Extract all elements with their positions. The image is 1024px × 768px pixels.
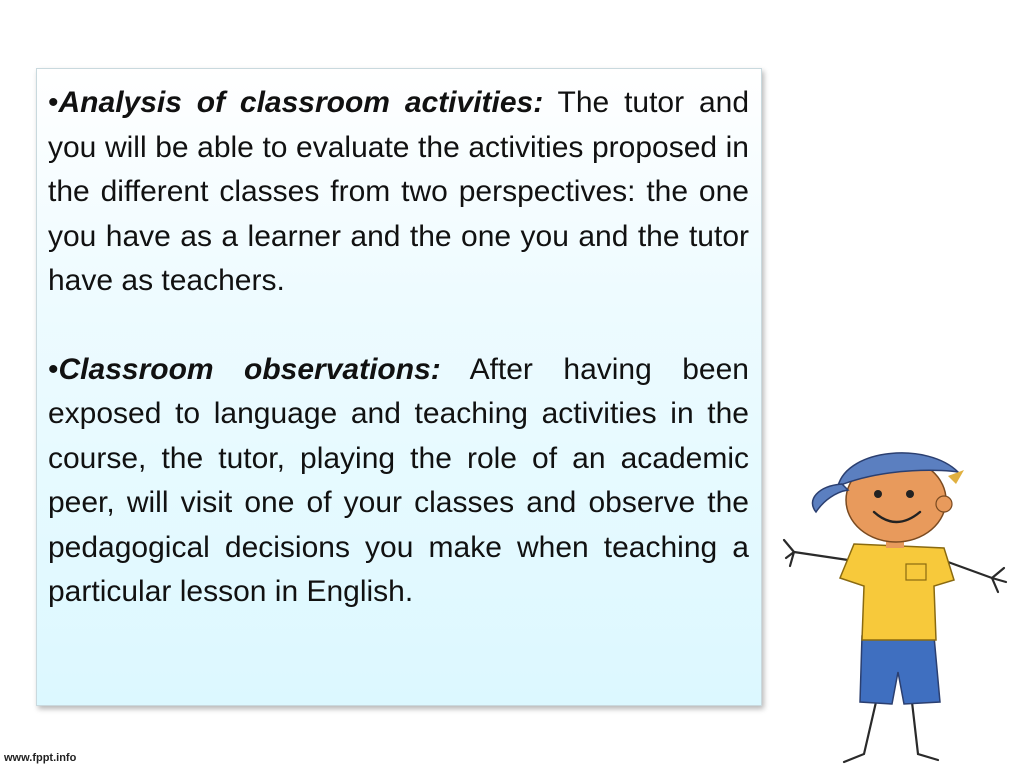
bullet-body: After having been exposed to language and teaching activities in the course, the tutor, playing the role of an academic peer, will visit one of your classes and observe the pedagogical decisions you make when teaching a particular lesson in English. [48, 352, 749, 608]
bullet-glyph: • [48, 86, 59, 119]
bullet-term: Classroom observations: [58, 352, 441, 386]
bullet-body: The tutor and you will be able to evaluate the activities proposed in the different classes from two perspectives: the one you have as a learner and the one you and the tutor have as teachers. [48, 86, 750, 297]
bullet-glyph: • [48, 352, 59, 386]
content-textbox [36, 68, 762, 706]
bullet-item-analysis [48, 81, 749, 304]
footer-credit: www.fppt.info [4, 752, 77, 764]
bullet-item-observations [48, 348, 749, 615]
cartoon-boy-illustration [778, 440, 1010, 768]
bullet-term: Analysis of classroom activities: [58, 86, 544, 119]
